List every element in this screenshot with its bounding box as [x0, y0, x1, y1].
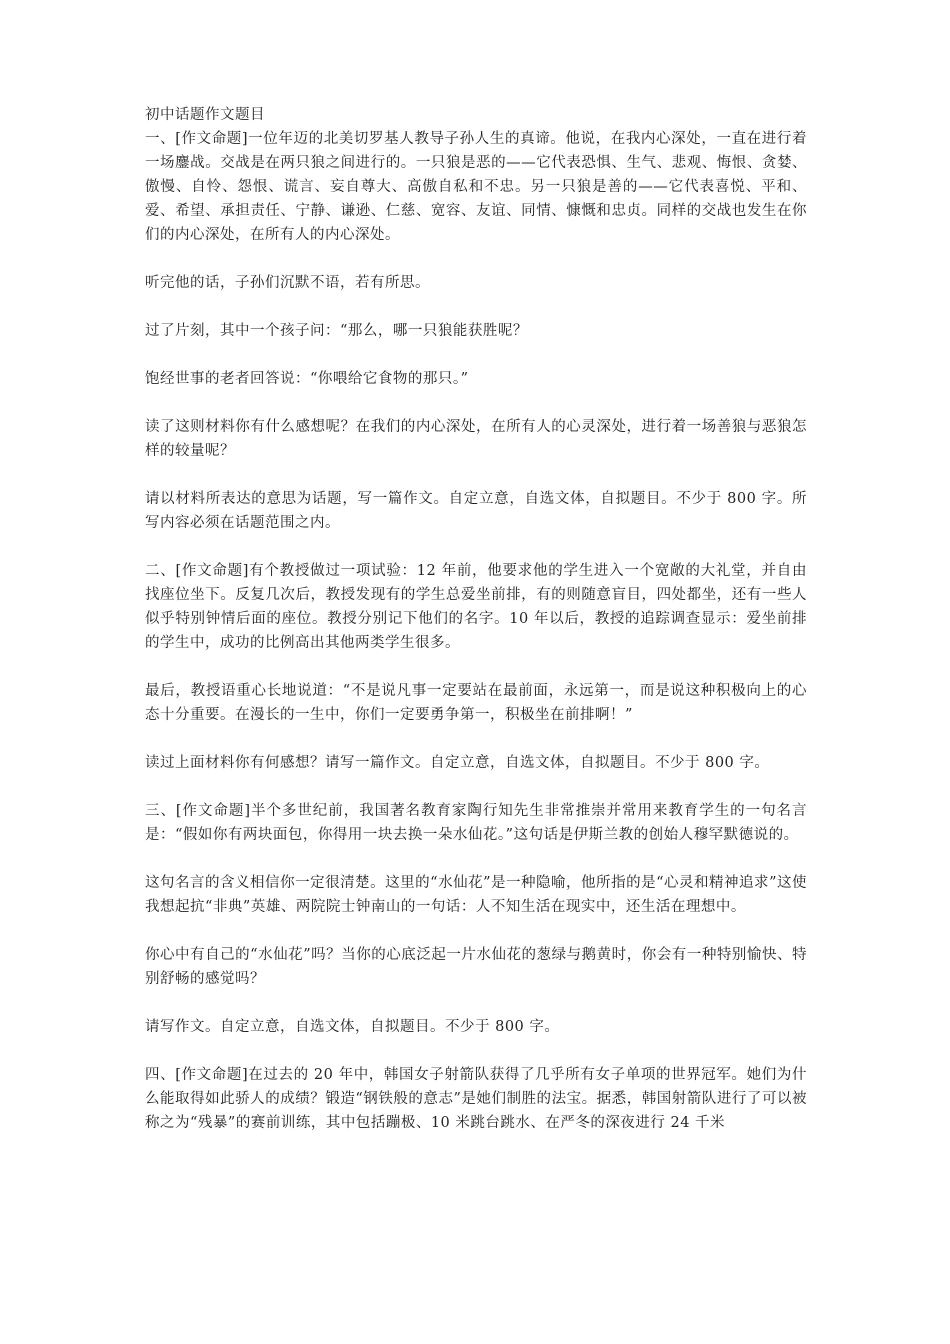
document-title: 初中话题作文题目	[145, 107, 265, 123]
topic-1-paragraph-2: 听完他的话，子孙们沉默不语，若有所思。	[145, 275, 430, 291]
topic-1-requirement: 请以材料所表达的意思为话题，写一篇作文。自定立意，自选文体，自拟题目。不少于 800 字。所写内容必须在话题范围之内。	[145, 491, 807, 531]
topic-1-prompt: 一、[作文命题]一位年迈的北美切罗基人教导子孙人生的真谛。他说，在我内心深处，一直在进行着一场鏖战。交战是在两只狼之间进行的。一只狼是恶的——它代表恐惧、生气、悲观、悔恨、贪婪、傲慢、自怜、怨恨、谎言、妄自尊大、高傲自私和不忠。另一只狼是善的——它代表喜悦、平和、爱、希望、承担责任、宁静、谦逊、仁慈、宽容、友谊、同情、慷慨和忠贞。同样的交战也发生在你们的内心深处，在所有人的内心深处。	[145, 131, 807, 243]
topic-3-paragraph-3: 你心中有自己的“水仙花”吗？当你的心底泛起一片水仙花的葱绿与鹅黄时，你会有一种特别愉快、特别舒畅的感觉吗？	[145, 947, 807, 987]
topic-3-requirement: 请写作文。自定立意，自选文体，自拟题目。不少于 800 字。	[145, 1019, 560, 1035]
topic-4-prompt: 四、[作文命题]在过去的 20 年中，韩国女子射箭队获得了几乎所有女子单项的世界冠军。她们为什么能取得如此骄人的成绩？锻造“钢铁般的意志”是她们制胜的法宝。据悉，韩国射箭队进行了可以被称之为“残暴”的赛前训练，其中包括蹦极、10 米跳台跳水、在严冬的深夜进行 24 千米	[145, 1067, 807, 1131]
document-page	[145, 103, 807, 1135]
topic-1-paragraph-5: 读了这则材料你有什么感想呢？在我们的内心深处，在所有人的心灵深处，进行着一场善狼与恶狼怎样的较量呢？	[145, 419, 807, 459]
topic-2-requirement: 读过上面材料你有何感想？请写一篇作文。自定立意，自选文体，自拟题目。不少于 800 字。	[145, 755, 770, 771]
topic-3-paragraph-2: 这句名言的含义相信你一定很清楚。这里的“水仙花”是一种隐喻，他所指的是“心灵和精神追求”这使我想起抗“非典”英雄、两院院士钟南山的一句话：人不知生活在现实中，还生活在理想中。	[145, 875, 807, 915]
topic-1-paragraph-4: 饱经世事的老者回答说：“你喂给它食物的那只。”	[145, 371, 469, 387]
topic-2-prompt: 二、[作文命题]有个教授做过一项试验：12 年前，他要求他的学生进入一个宽敞的大礼堂，并自由找座位坐下。反复几次后，教授发现有的学生总爱坐前排，有的则随意盲目，四处都坐，还有一些人似乎特别钟情后面的座位。教授分别记下他们的名字。10 年以后，教授的追踪调查显示：爱坐前排的学生中，成功的比例高出其他两类学生很多。	[145, 563, 807, 651]
topic-1-paragraph-3: 过了片刻，其中一个孩子问：“那么，哪一只狼能获胜呢？	[145, 323, 528, 339]
topic-2-paragraph-2: 最后，教授语重心长地说道：“不是说凡事一定要站在最前面，永远第一，而是说这种积极向上的心态十分重要。在漫长的一生中，你们一定要勇争第一，积极坐在前排啊！”	[145, 683, 807, 723]
topic-3-prompt: 三、[作文命题]半个多世纪前，我国著名教育家陶行知先生非常推崇并常用来教育学生的一句名言是：“假如你有两块面包，你得用一块去换一朵水仙花。”这句话是伊斯兰教的创始人穆罕默德说的。	[145, 803, 807, 843]
